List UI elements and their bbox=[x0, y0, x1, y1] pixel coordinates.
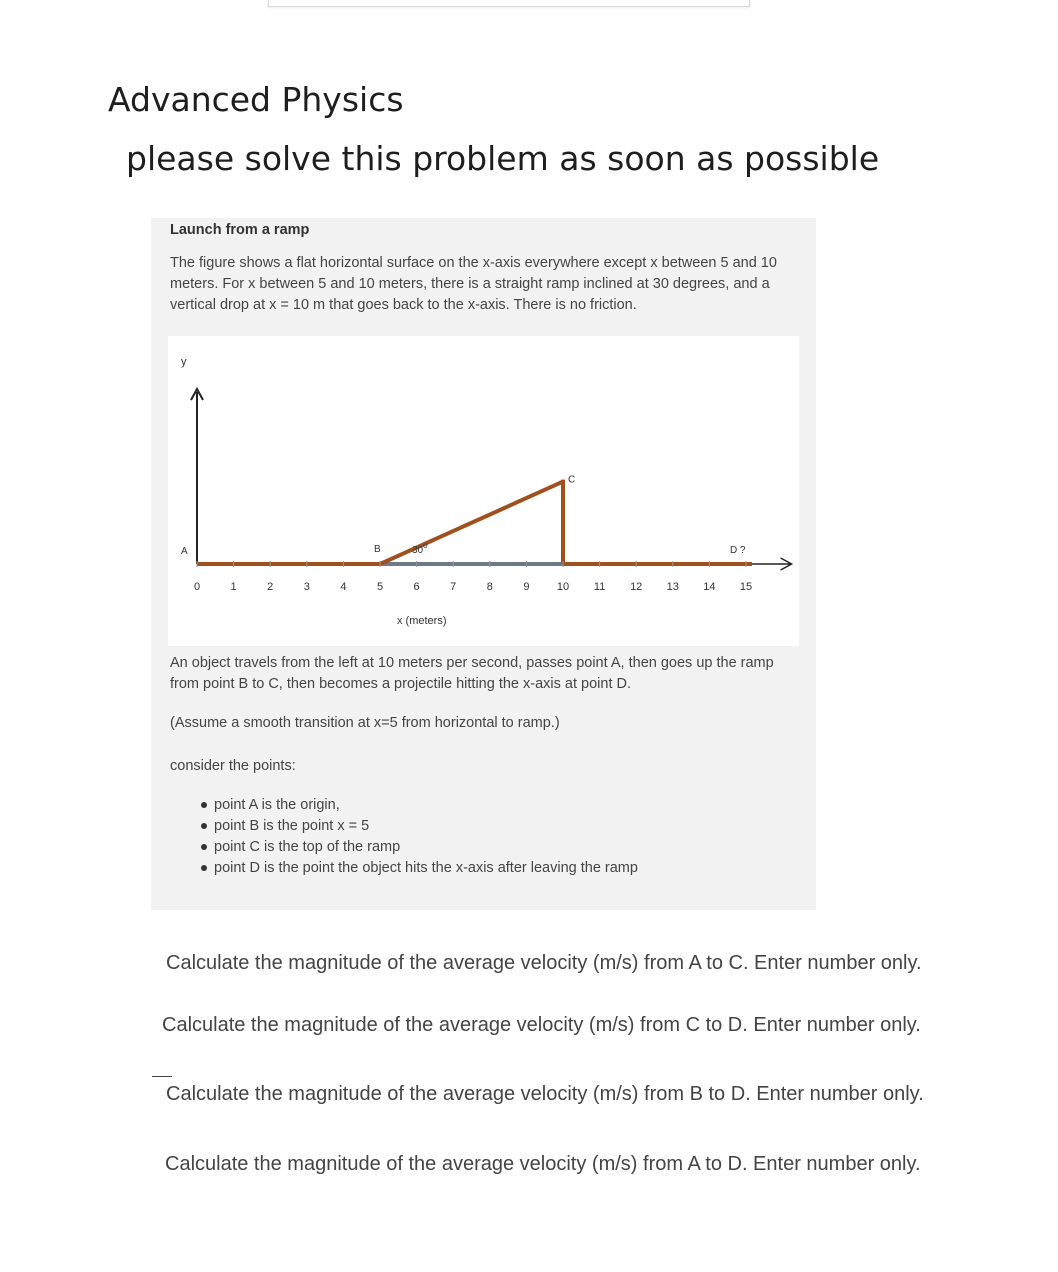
x-tick-label: 14 bbox=[703, 581, 716, 593]
x-tick-label: 3 bbox=[303, 581, 310, 593]
x-tick-label: 13 bbox=[666, 581, 679, 593]
x-tick-label: 1 bbox=[230, 581, 237, 593]
ramp-diagram bbox=[168, 336, 799, 646]
ramp-angle-degree: o bbox=[423, 541, 428, 550]
question-a-to-c: Calculate the magnitude of the average velocity (m/s) from A to C. Enter number only. bbox=[166, 952, 922, 974]
point-b-label: B bbox=[374, 544, 381, 555]
tick-labels bbox=[194, 581, 752, 593]
margin-mark bbox=[152, 1076, 172, 1077]
ramp-figure bbox=[168, 336, 799, 646]
x-tick-label: 9 bbox=[523, 581, 530, 593]
problem-description: An object travels from the left at 10 meters per second, passes point A, then goes up the ramp from point B to C, then becomes a projectile hitting the x-axis at point D. bbox=[170, 655, 774, 692]
x-tick-label: 2 bbox=[267, 581, 274, 593]
x-tick-label: 15 bbox=[739, 581, 753, 593]
point-d-label: D ? bbox=[730, 545, 746, 556]
x-tick-label: 10 bbox=[556, 581, 570, 593]
top-toolbar-edge bbox=[268, 0, 750, 7]
list-item: point A is the origin, bbox=[174, 795, 638, 816]
list-item: point C is the top of the ramp bbox=[174, 837, 638, 858]
subject-heading: Advanced Physics bbox=[108, 80, 404, 119]
x-tick-label: 11 bbox=[593, 581, 606, 593]
question-b-to-d: Calculate the magnitude of the average velocity (m/s) from B to D. Enter number only. bbox=[166, 1083, 924, 1105]
problem-assumption: (Assume a smooth transition at x=5 from horizontal to ramp.) bbox=[170, 715, 560, 731]
question-a-to-d: Calculate the magnitude of the average velocity (m/s) from A to D. Enter number only. bbox=[165, 1153, 921, 1175]
ramp-incline bbox=[380, 482, 563, 564]
list-item: point B is the point x = 5 bbox=[174, 816, 638, 837]
question-c-to-d: Calculate the magnitude of the average velocity (m/s) from C to D. Enter number only. bbox=[162, 1014, 921, 1036]
point-a-label: A bbox=[181, 546, 188, 557]
x-tick-label: 6 bbox=[413, 581, 420, 593]
ramp-angle-value: 30 bbox=[412, 545, 424, 556]
point-c-label: C bbox=[568, 474, 576, 486]
ramp-angle-label bbox=[412, 541, 428, 556]
list-item: point D is the point the object hits the x-axis after leaving the ramp bbox=[174, 858, 638, 879]
x-tick-label: 4 bbox=[340, 581, 347, 593]
points-list bbox=[174, 795, 638, 879]
x-tick-label: 12 bbox=[630, 581, 643, 593]
x-tick-label: 5 bbox=[376, 581, 384, 593]
problem-panel bbox=[151, 218, 816, 910]
problem-intro: The figure shows a flat horizontal surface on the x-axis everywhere except x between 5 and 10 meters. For x between 5 and 10 meters, there is a straight ramp inclined at 30 degrees, and a vertical drop at x = 10 m that goes back to the x-axis. There is no friction. bbox=[170, 255, 777, 313]
x-axis-label: x (meters) bbox=[397, 615, 447, 627]
consider-heading: consider the points: bbox=[170, 758, 296, 774]
x-tick-label: 8 bbox=[486, 581, 493, 593]
problem-title: Launch from a ramp bbox=[170, 222, 310, 238]
x-tick-label: 0 bbox=[193, 581, 201, 593]
request-text: please solve this problem as soon as possible bbox=[126, 139, 880, 178]
x-tick-label: 7 bbox=[450, 581, 457, 593]
y-axis-label: y bbox=[181, 356, 187, 368]
